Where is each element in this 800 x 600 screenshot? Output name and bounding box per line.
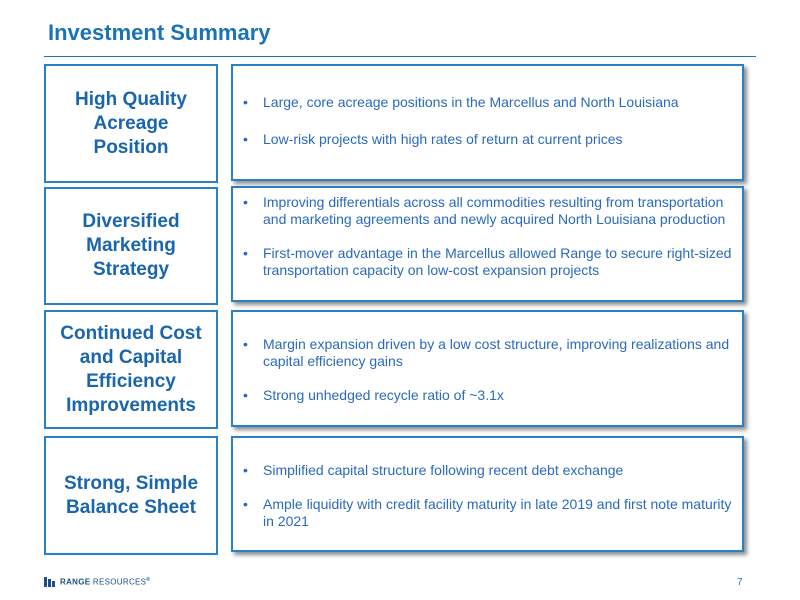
bullet-text: Improving differentials across all commodities resulting from transportation and marketing agreements and newly acquired North Louisiana production (263, 194, 726, 227)
bullet-icon: • (243, 496, 248, 512)
company-logo (44, 576, 150, 588)
logo-text-light: RESOURCES (92, 577, 147, 587)
section-bullets-box (231, 436, 744, 552)
bullet-icon: • (243, 194, 248, 210)
list-item (233, 194, 732, 228)
list-item (233, 94, 732, 111)
bullet-text: Large, core acreage positions in the Marcellus and North Louisiana (263, 94, 679, 110)
list-item (233, 387, 732, 404)
list-item (233, 131, 732, 148)
registered-mark: ® (146, 577, 151, 584)
bullet-icon: • (243, 131, 248, 147)
list-item (233, 462, 732, 479)
title-divider (44, 56, 756, 57)
bullet-text: Margin expansion driven by a low cost structure, improving realizations and capital efficiency gains (263, 336, 730, 369)
section-heading-box (44, 310, 218, 429)
list-item (233, 245, 732, 279)
bullet-icon: • (243, 245, 248, 261)
bullet-text: Simplified capital structure following recent debt exchange (263, 462, 624, 478)
bullet-list (233, 438, 742, 530)
bullet-list (233, 188, 742, 279)
page-title: Investment Summary (48, 20, 271, 45)
bullet-text: Strong unhedged recycle ratio of ~3.1x (263, 387, 504, 403)
section-bullets-box (231, 310, 744, 427)
section-heading: Continued Cost and Capital Efficiency Improvements (60, 322, 202, 416)
page-number: 7 (737, 577, 743, 588)
section-bullets-box (231, 64, 744, 181)
range-logo-icon (44, 577, 58, 587)
section-heading: Diversified Marketing Strategy (82, 211, 180, 280)
bullet-icon: • (243, 336, 248, 352)
section-heading: High Quality Acreage Position (75, 88, 187, 158)
logo-text-bold: RANGE (60, 577, 91, 587)
section-bullets-box (231, 186, 744, 302)
bullet-list (233, 312, 742, 404)
bullet-text: Ample liquidity with credit facility maturity in late 2019 and first note maturity in 2021 (263, 496, 732, 529)
section-heading-box (44, 64, 218, 183)
bullet-text: First-mover advantage in the Marcellus allowed Range to secure right-sized transportation capacity on low-cost expansion projects (263, 245, 732, 278)
section-heading-box (44, 436, 218, 555)
list-item (233, 336, 732, 370)
bullet-icon: • (243, 94, 248, 110)
bullet-icon: • (243, 462, 248, 478)
section-heading: Strong, Simple Balance Sheet (63, 472, 199, 518)
logo-text (60, 577, 150, 587)
section-heading-box (44, 187, 218, 305)
bullet-icon: • (243, 387, 248, 403)
bullet-text: Low-risk projects with high rates of return at current prices (263, 131, 623, 147)
bullet-list (233, 66, 742, 148)
list-item (233, 496, 732, 530)
